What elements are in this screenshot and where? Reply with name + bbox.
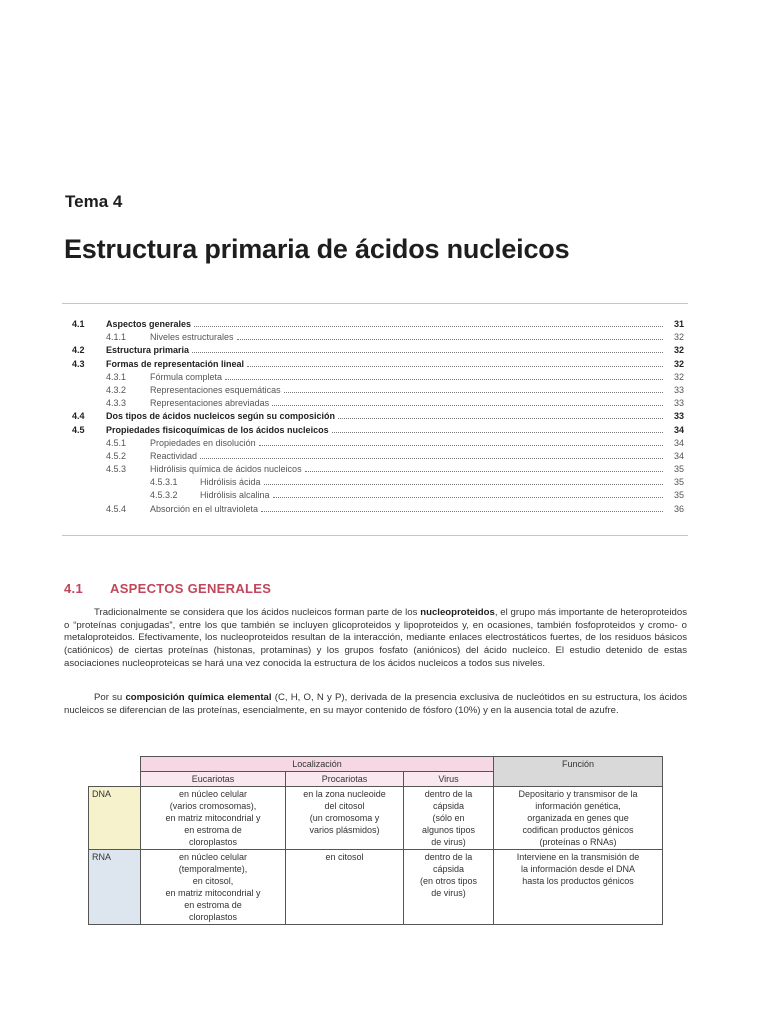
cell-line: (un cromosoma y xyxy=(309,813,380,823)
paragraph-1-text-a: Tradicionalmente se considera que los ácidos nucleicos forman parte de los xyxy=(94,607,421,618)
toc-entry xyxy=(62,489,684,502)
toc-leader-dots xyxy=(237,338,663,340)
toc-entry-page: 34 xyxy=(673,450,684,461)
toc-entry xyxy=(62,503,684,516)
header-funcion: Función xyxy=(494,757,663,787)
toc-entry-number: 4.3.2 xyxy=(106,384,127,395)
toc-entry-page: 35 xyxy=(673,477,684,488)
cell-procariotas xyxy=(286,787,404,850)
toc-entry-page: 32 xyxy=(673,371,684,382)
paragraph-2 xyxy=(64,692,687,717)
toc-entry-number: 4.3.1 xyxy=(106,371,127,382)
toc-leader-dots xyxy=(247,365,663,367)
toc-entry xyxy=(62,331,684,344)
row-label: RNA xyxy=(89,850,141,925)
row-label: DNA xyxy=(89,787,141,850)
toc-entry xyxy=(62,371,684,384)
toc-entry xyxy=(62,437,684,450)
toc-entry-number: 4.5.3 xyxy=(106,464,127,475)
table-row-rna xyxy=(89,850,663,925)
cell-line: cápsida xyxy=(432,864,465,874)
toc-entry xyxy=(62,384,684,397)
toc-entry-number: 4.2 xyxy=(72,345,85,356)
cell-line: codifican productos génicos xyxy=(522,825,634,835)
cell-line: en la zona nucleoide xyxy=(303,789,386,799)
cell-line: en citosol, xyxy=(192,876,234,886)
toc-entry-title: Propiedades en disolución xyxy=(150,437,256,448)
cell-line: dentro de la xyxy=(424,789,473,799)
toc-leader-dots xyxy=(284,391,663,393)
toc-bottom-rule xyxy=(62,535,688,536)
toc-leader-dots xyxy=(272,404,663,406)
section-title: ASPECTOS GENERALES xyxy=(110,581,272,596)
toc-leader-dots xyxy=(261,510,663,512)
subheader-virus: Virus xyxy=(404,772,494,787)
toc-entry-title: Absorción en el ultravioleta xyxy=(150,503,259,514)
toc-entry-number: 4.5.3.2 xyxy=(150,490,178,501)
table-corner xyxy=(89,757,141,787)
cell-line: información genética, xyxy=(535,801,621,811)
cell-line: en matriz mitocondrial y xyxy=(165,888,261,898)
toc-entry-title: Hidrólisis ácida xyxy=(200,477,261,488)
chapter-title: Estructura primaria de ácidos nucleicos xyxy=(64,234,570,264)
toc-entry-title: Dos tipos de ácidos nucleicos según su composición xyxy=(106,411,336,422)
toc-entry-number: 4.5.1 xyxy=(106,437,127,448)
cell-line: (varios cromosomas), xyxy=(169,801,257,811)
cell-line: del citosol xyxy=(324,801,365,811)
cell-line: dentro de la xyxy=(424,852,473,862)
toc-leader-dots xyxy=(225,378,663,380)
toc-entry-number: 4.1.1 xyxy=(106,332,127,343)
subheader-eucariotas: Eucariotas xyxy=(141,772,286,787)
toc-entry-page: 32 xyxy=(673,345,684,356)
cell-line: hasta los productos génicos xyxy=(522,876,634,886)
toc-entry xyxy=(62,463,684,476)
table-body xyxy=(89,787,663,925)
cell-line: en núcleo celular xyxy=(178,789,248,799)
cell-line: cápsida xyxy=(432,801,465,811)
subheader-procariotas: Procariotas xyxy=(286,772,404,787)
cell-line: (en otros tipos xyxy=(419,876,478,886)
toc-entry-number: 4.5.3.1 xyxy=(150,477,178,488)
toc-entry-page: 35 xyxy=(673,464,684,475)
cell-line: cloroplastos xyxy=(188,837,238,847)
toc-entry-title: Hidrólisis química de ácidos nucleicos xyxy=(150,464,302,475)
toc-leader-dots xyxy=(273,496,663,498)
toc-entry xyxy=(62,424,684,437)
cell-line: en estroma de xyxy=(184,825,242,835)
toc-entry-title: Propiedades fisicoquímicas de los ácidos nucleicos xyxy=(106,424,329,435)
cell-line: algunos tipos xyxy=(421,825,476,835)
toc-entry xyxy=(62,318,684,331)
chapter-label: Tema 4 xyxy=(65,192,123,211)
toc-entry-number: 4.3 xyxy=(72,358,85,369)
toc-entry-page: 33 xyxy=(673,384,684,395)
cell-line: en matriz mitocondrial y xyxy=(165,813,261,823)
cell-procariotas xyxy=(286,850,404,925)
paragraph-2-bold: composición química elemental xyxy=(125,692,272,703)
toc-entry-title: Aspectos generales xyxy=(106,319,192,329)
table-header-row xyxy=(89,757,663,772)
toc-entry xyxy=(62,410,684,423)
toc-entry-title: Fórmula completa xyxy=(150,371,223,382)
cell-line: (proteínas o RNAs) xyxy=(539,837,617,847)
toc-entry-title: Reactividad xyxy=(150,450,198,461)
toc-entry-page: 36 xyxy=(673,503,684,514)
toc-entry-number: 4.5.2 xyxy=(106,450,127,461)
cell-line: de virus) xyxy=(431,888,466,898)
cell-line: Depositario y transmisor de la xyxy=(518,789,638,799)
toc-leader-dots xyxy=(259,444,663,446)
cell-line: (sólo en xyxy=(432,813,465,823)
paragraph-1-bold: nucleoproteidos xyxy=(420,607,495,618)
toc-entry-page: 35 xyxy=(673,490,684,501)
cell-funcion xyxy=(494,850,663,925)
toc-entry-number: 4.5 xyxy=(72,424,85,435)
toc-entry-page: 32 xyxy=(673,358,684,369)
cell-line: varios plásmidos) xyxy=(309,825,380,835)
paragraph-2-text-a: Por su xyxy=(94,692,126,703)
cell-virus xyxy=(404,787,494,850)
cell-line: en núcleo celular xyxy=(178,852,248,862)
toc-entry-number: 4.3.3 xyxy=(106,398,127,409)
table-row-dna xyxy=(89,787,663,850)
toc-entry-title: Niveles estructurales xyxy=(150,332,234,343)
toc-entry-page: 31 xyxy=(673,319,684,329)
toc-leader-dots xyxy=(194,325,663,327)
toc-leader-dots xyxy=(192,351,663,353)
toc-entry-page: 33 xyxy=(673,411,684,422)
table-of-contents xyxy=(62,318,684,516)
cell-line: de virus) xyxy=(431,837,466,847)
toc-entry-title: Formas de representación lineal xyxy=(106,358,245,369)
toc-entry-title: Representaciones abreviadas xyxy=(150,398,270,409)
toc-entry-title: Estructura primaria xyxy=(106,345,190,356)
cell-line: cloroplastos xyxy=(188,912,238,922)
cell-line: organizada en genes que xyxy=(527,813,629,823)
toc-entry-number: 4.5.4 xyxy=(106,503,127,514)
toc-entry xyxy=(62,450,684,463)
toc-entry-title: Representaciones esquemáticas xyxy=(150,384,281,395)
toc-leader-dots xyxy=(332,431,663,433)
localization-function-table xyxy=(88,756,663,925)
cell-line: en citosol xyxy=(325,852,364,862)
toc-entry-page: 32 xyxy=(673,332,684,343)
cell-funcion xyxy=(494,787,663,850)
toc-top-rule xyxy=(62,303,688,304)
toc-leader-dots xyxy=(305,470,663,472)
toc-entry-page: 33 xyxy=(673,398,684,409)
toc-entry xyxy=(62,358,684,371)
toc-leader-dots xyxy=(264,483,663,485)
toc-entry-number: 4.4 xyxy=(72,411,85,422)
toc-entry xyxy=(62,397,684,410)
cell-virus xyxy=(404,850,494,925)
section-number: 4.1 xyxy=(64,581,83,596)
cell-eucariotas xyxy=(141,850,286,925)
cell-line: en estroma de xyxy=(184,900,242,910)
cell-line: Interviene en la transmisión de xyxy=(516,852,640,862)
section-heading xyxy=(64,581,271,596)
cell-eucariotas xyxy=(141,787,286,850)
cell-line: (temporalmente), xyxy=(178,864,248,874)
header-localizacion: Localización xyxy=(141,757,494,772)
toc-entry-title: Hidrólisis alcalina xyxy=(200,490,270,501)
paragraph-2-text-b: (C, H, O, N y P), derivada de la presencia exclusiva de nucleótidos en su estructura, los ácidos nucleicos se diferencian de las proteínas, esencialmente, en su mayor contenido de fósforo (10%) y en la ausencia total de azufre. xyxy=(64,692,687,716)
paragraph-1-text-b: , el grupo más importante de heteroproteidos o “proteínas conjugadas”, entre los que también se incluyen glicoproteidos y lipoproteidos y, en ocasiones, también fosfoproteidos y cromo- o metaloproteidos. Efectivamente, los nucleoproteidos resultan de la interacción, mediante enlaces electrostáticos fuertes, de los residuos básicos (catiónicos) de ciertas proteínas (histonas, protaminas) y los grupos fosfato (aniónicos) del ácido nucleico. El estudio detenido de estas asociaciones nucleoproteicas se hará una vez conocida la estructura de los ácidos nucleicos a todos sus niveles. xyxy=(64,607,687,669)
toc-entry xyxy=(62,344,684,357)
toc-entry-page: 34 xyxy=(673,437,684,448)
toc-leader-dots xyxy=(200,457,663,459)
toc-entry-number: 4.1 xyxy=(72,319,85,329)
toc-entry xyxy=(62,476,684,489)
cell-line: la información desde el DNA xyxy=(520,864,636,874)
toc-entry-page: 34 xyxy=(673,424,684,435)
paragraph-1 xyxy=(64,607,687,671)
toc-leader-dots xyxy=(338,417,663,419)
